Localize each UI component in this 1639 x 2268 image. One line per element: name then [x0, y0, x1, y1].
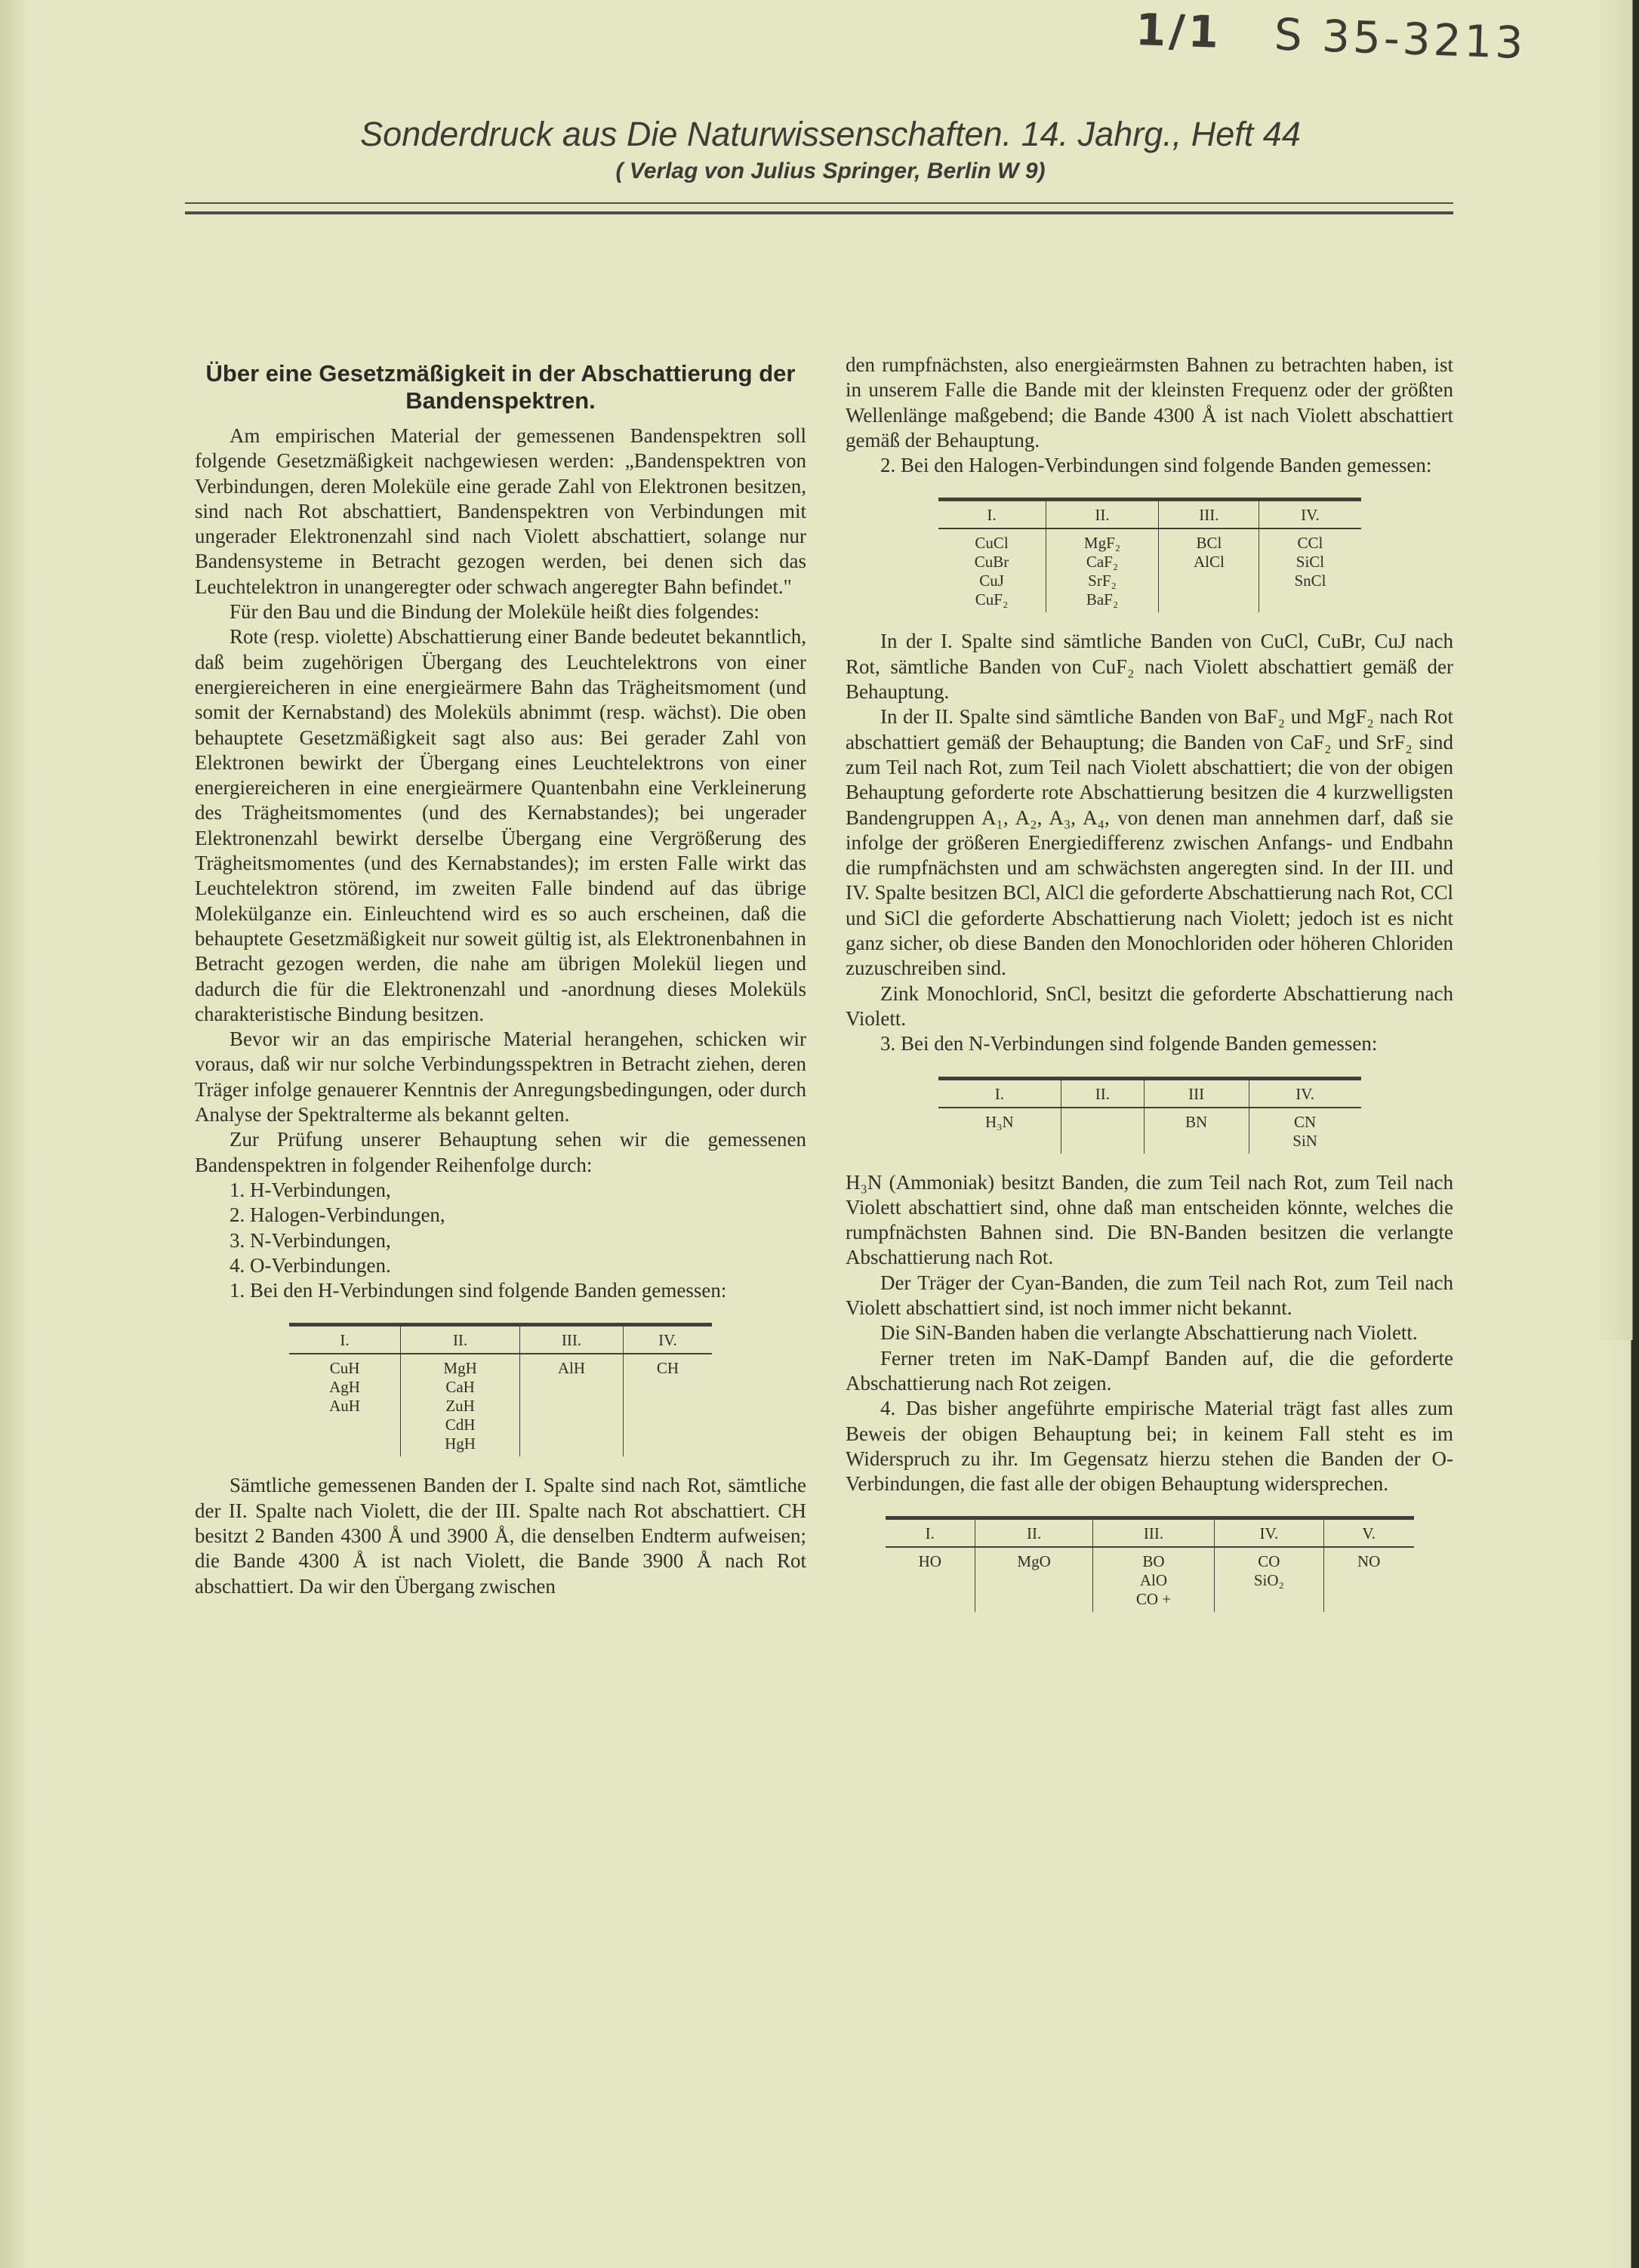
compound: BCl — [1196, 534, 1222, 553]
column-header: IV. — [623, 1325, 712, 1354]
table-cell — [289, 1354, 401, 1456]
compound: BaF₂ — [1086, 590, 1119, 609]
compound: AlO — [1139, 1571, 1168, 1590]
table-cell — [401, 1354, 520, 1456]
column-header: III. — [1159, 500, 1259, 529]
paragraph: den rumpfnächsten, also energieärmsten Bahnen zu betrachten haben, ist in unserem Falle die Bande mit der kleinsten Frequenz oder der größten Wellenlänge maßgebend; die Bande 4300 Å ist nach Violett abschattiert gemäß der Behauptung. — [846, 353, 1453, 451]
offprint-header — [189, 115, 1472, 184]
table-cell — [1159, 528, 1259, 612]
page-edge-left — [0, 0, 32, 2268]
header-rule — [185, 202, 1453, 214]
compound: CN — [1294, 1112, 1317, 1131]
paragraph: Rote (resp. violette) Abschattierung einer Bande bedeutet bekanntlich, daß beim zugehörigen Übergang des Leuchtelektrons von einer energiereicheren in eine energieärmere Bahn das Trägheitsmoment (und somit der Kernabstand) des Moleküls abnimmt (resp. wächst). Die oben behauptete Gesetzmäßigkeit sagt also aus: Bei gerader Zahl von Elektronen bewirkt der Übergang eines Leuchtelektrons von einer energiereicheren in eine energieärmere Quantenbahn eine Verkleinerung des Trägheitsmomentes (und des Kernabstandes); bei ungerader Elektronenzahl bewirkt derselbe Übergang eine Vergrößerung des Trägheitsmomentes (und des Kernabstandes); im ersten Falle wirkt das Leuchtelektron störend, im zweiten Falle bindend auf das übrige Molekülganze ein. Einleuchtend wird es so auch erscheinen, daß die behauptete Gesetzmäßigkeit nur soweit gültig ist, als Elektronenbahnen in Betracht gezogen werden, die nahe am übrigen Molekül liegen und dadurch die für die Elektronenzahl und -anordnung dieses Moleküls charakteristische Bindung besitzen. — [195, 625, 806, 1025]
column-header: III. — [520, 1325, 624, 1354]
compound: CuJ — [979, 572, 1004, 590]
compound: MgO — [1017, 1552, 1051, 1571]
compound: CO — [1258, 1552, 1280, 1571]
paragraph: In der II. Spalte sind sämtliche Banden von BaF₂ und MgF₂ nach Rot abschattiert gemäß der Behauptung; die Banden von CaF₂ und SrF₂ sind zum Teil nach Rot, zum Teil nach Violett abschattiert; die von der obigen Behauptung geforderte rote Abschattierung besitzen die 4 kurzwelligsten Bandengruppen A₁, A₂, A₃, A₄, von denen man annehmen darf, daß sie infolge der größeren Energiedifferenz zwischen Anfangs- und Endbahn die rumpfnächsten und am schwächsten angeregten sind. In der III. und IV. Spalte besitzen BCl, AlCl die geforderte Abschattierung nach Rot, CCl und SiCl die geforderte Abschattierung nach Violett; jedoch ist es nicht ganz sicher, ob diese Banden den Monochloriden oder höheren Chloriden zuzuschreiben sind. — [846, 705, 1453, 980]
compound: CuCl — [975, 534, 1009, 553]
compound: SiO₂ — [1253, 1571, 1284, 1590]
compound: SiCl — [1295, 553, 1325, 572]
list-item: 1. H-Verbindungen, — [230, 1178, 391, 1201]
compound: MgH — [443, 1359, 477, 1378]
offprint-source: Sonderdruck aus Die Naturwissenschaften. 14. Jahrg., Heft 44 — [360, 115, 1301, 153]
compound: AgH — [329, 1378, 360, 1397]
table-cell — [1144, 1108, 1249, 1154]
paragraph: Am empirischen Material der gemessenen Bandenspektren soll folgende Gesetzmäßigkeit nachgewiesen werden: „Bandenspektren von Verbindungen, deren Moleküle eine gerade Zahl von Elektronen besitzen, sind nach Rot abschattiert, Bandenspektren von Verbindungen mit ungerader Elektronenzahl sind nach Violett abschattiert, solange nur Bandensysteme in Betracht gezogen werden, bei denen sich das Leuchtelektron in unangeregter oder schwach angeregter Bahn befindet." — [195, 424, 806, 598]
column-header: I. — [938, 1078, 1061, 1108]
compound: SnCl — [1294, 572, 1326, 590]
compound: CH — [656, 1359, 679, 1378]
compound: CaF₂ — [1086, 553, 1119, 572]
paragraph: 4. Das bisher angeführte empirische Material trägt fast alles zum Beweis der obigen Behauptung bei; in keinem Fall steht es im Widerspruch zu ihr. Im Gegensatz hierzu stehen die Banden der O-Verbindungen, die fast alle der obigen Behauptung widersprechen. — [846, 1397, 1453, 1496]
column-header: IV. — [1214, 1518, 1323, 1548]
compound: BN — [1185, 1112, 1208, 1131]
table-cell — [623, 1354, 712, 1456]
right-column — [846, 353, 1453, 1629]
table-cell — [1046, 528, 1159, 612]
compound: CCl — [1297, 534, 1323, 553]
column-header: II. — [1046, 500, 1159, 529]
paragraph: Zink Monochlorid, SnCl, besitzt die geforderte Abschattierung nach Violett. — [846, 981, 1453, 1030]
left-column — [195, 357, 806, 1599]
column-header: II. — [1061, 1078, 1144, 1108]
article-title: Über eine Gesetzmäßigkeit in der Abschattierung der Bandenspektren. — [205, 360, 796, 414]
compound: AuH — [329, 1397, 360, 1416]
compound: SiN — [1292, 1131, 1317, 1150]
paragraph: Sämtliche gemessenen Banden der I. Spalte sind nach Rot, sämtliche der II. Spalte nach Violett, die der III. Spalte nach Rot abschattiert. CH besitzt 2 Banden 4300 Å und 3900 Å, die denselben Endterm aufweisen; die Bande 4300 Å ist nach Violett, die Bande 3900 Å nach Rot abschattiert. Da wir den Übergang zwischen — [195, 1474, 806, 1598]
compound: CaH — [445, 1378, 475, 1397]
handwritten-archive-note — [1134, 4, 1527, 69]
compound: AlCl — [1193, 553, 1225, 572]
compound: CO + — [1135, 1590, 1172, 1609]
paragraph: Bevor wir an das empirische Material herangehen, schicken wir voraus, daß wir nur solche Verbindungsspektren in Betracht ziehen, deren Träger infolge genauerer Kenntnis der Anregungsbedingungen, oder durch Analyse der Spektralterme als bekannt gelten. — [195, 1028, 806, 1126]
paragraph: Zur Prüfung unserer Behauptung sehen wir die gemessenen Bandenspektren in folgender Reihenfolge durch: — [195, 1128, 806, 1176]
column-header: I. — [938, 500, 1046, 529]
compound: CdH — [445, 1416, 476, 1434]
table-n-compounds — [938, 1077, 1361, 1154]
paragraph: 1. Bei den H-Verbindungen sind folgende Banden gemessen: — [230, 1279, 727, 1302]
column-header: II. — [401, 1325, 520, 1354]
list-item: 3. N-Verbindungen, — [230, 1228, 391, 1252]
compound: MgF₂ — [1083, 534, 1121, 553]
column-header: I. — [886, 1518, 975, 1548]
paragraph: H₃N (Ammoniak) besitzt Banden, die zum Teil nach Rot, zum Teil nach Violett abschattiert sind, ohne daß man entscheiden könnte, welches die rumpfnächsten Bahnen sind. Die BN-Banden besitzen die verlangte Abschattierung nach Rot. — [846, 1170, 1453, 1269]
compound: CuBr — [974, 553, 1009, 572]
compound: HgH — [445, 1434, 476, 1453]
table-cell — [886, 1547, 975, 1612]
column-header: II. — [975, 1518, 1093, 1548]
archive-code: S 35-3213 — [1273, 8, 1527, 69]
table-cell — [1259, 528, 1361, 612]
compound: HO — [918, 1552, 941, 1571]
list-item: 2. Halogen-Verbindungen, — [230, 1203, 445, 1227]
compound: CuH — [329, 1359, 360, 1378]
list-item: 4. O-Verbindungen. — [230, 1253, 391, 1277]
archive-folio: 1/1 — [1134, 3, 1222, 58]
compound: H₃N — [985, 1112, 1014, 1131]
paragraph: Die SiN-Banden haben die verlangte Abschattierung nach Violett. — [880, 1321, 1418, 1345]
table-cell — [1323, 1547, 1413, 1612]
table-cell — [975, 1547, 1093, 1612]
table-cell — [1093, 1547, 1215, 1612]
compound: BO — [1142, 1552, 1165, 1571]
column-header: III — [1144, 1078, 1249, 1108]
column-header: V. — [1323, 1518, 1413, 1548]
table-cell — [1214, 1547, 1323, 1612]
table-cell — [938, 1108, 1061, 1154]
compound: ZuH — [445, 1397, 475, 1416]
compound: NO — [1357, 1552, 1381, 1571]
paragraph: 2. Bei den Halogen-Verbindungen sind folgende Banden gemessen: — [880, 454, 1432, 477]
column-header: I. — [289, 1325, 401, 1354]
compound: SrF₂ — [1088, 572, 1117, 590]
torn-corner — [1431, 1340, 1639, 2268]
table-h-compounds — [289, 1323, 712, 1456]
column-header: III. — [1093, 1518, 1215, 1548]
paragraph: Der Träger der Cyan-Banden, die zum Teil nach Rot, zum Teil nach Violett abschattiert sind, ist noch immer nicht bekannt. — [846, 1271, 1453, 1320]
offprint-publisher: ( Verlag von Julius Springer, Berlin W 9) — [615, 159, 1046, 183]
table-o-compounds — [886, 1516, 1414, 1612]
compound: AlH — [557, 1359, 586, 1378]
column-header: IV. — [1259, 500, 1361, 529]
paragraph: 3. Bei den N-Verbindungen sind folgende Banden gemessen: — [880, 1032, 1378, 1055]
compound: CuF₂ — [975, 590, 1009, 609]
table-cell — [1061, 1108, 1144, 1154]
paragraph: Ferner treten im NaK-Dampf Banden auf, die die geforderte Abschattierung nach Rot zeigen. — [846, 1346, 1453, 1394]
table-halogen-compounds — [938, 498, 1361, 612]
paragraph: In der I. Spalte sind sämtliche Banden von CuCl, CuBr, CuJ nach Rot, sämtliche Banden von CuF₂ nach Violett abschattiert gemäß der Behauptung. — [846, 630, 1453, 704]
column-header: IV. — [1249, 1078, 1360, 1108]
table-cell — [520, 1354, 624, 1456]
table-cell — [1249, 1108, 1360, 1154]
table-cell — [938, 528, 1046, 612]
paragraph: Für den Bau und die Bindung der Moleküle heißt dies folgendes: — [230, 600, 759, 624]
